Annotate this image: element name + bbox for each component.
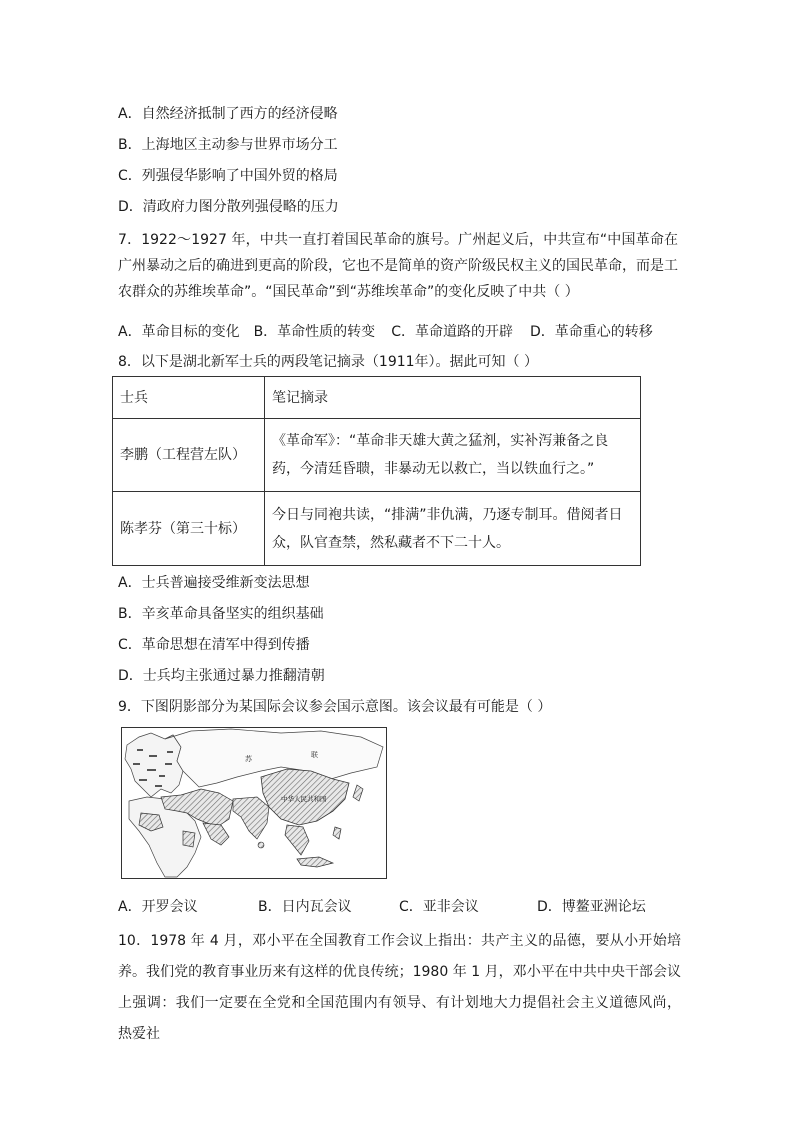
q9-options [118, 897, 646, 917]
q7-option-d: D．革命重心的转移 [529, 324, 653, 340]
q8-stem: 8．以下是湖北新军士兵的两段笔记摘录（1911年）。据此可知（ ） [118, 354, 538, 370]
q8-option-b: B．辛亥革命具备坚实的组织基础 [118, 606, 324, 622]
map-label-ussr-2: 联 [311, 751, 318, 759]
q6-option-a: A．自然经济抵制了西方的经济侵略 [118, 106, 338, 122]
note-cell: 今日与同袍共读，“排满”非仇满，乃逐专制耳。借阅者日众，队官查禁，然私藏者不下二十人。 [265, 492, 641, 566]
q7-option-a: A．革命目标的变化 [118, 324, 240, 340]
map-label-ussr-1: 苏 [245, 755, 252, 763]
q8-notes-table [112, 376, 641, 566]
table-header-row [113, 377, 641, 419]
q6-option-c: C．列强侵华影响了中国外贸的格局 [118, 168, 338, 184]
q6-option-b: B．上海地区主动参与世界市场分工 [118, 137, 338, 153]
table-row [113, 419, 641, 492]
q8-option-c: C．革命思想在清军中得到传播 [118, 637, 310, 653]
q7-stem: 7．1922～1927 年，中共一直打着国民革命的旗号。广州起义后，中共宣布“中国革命在广州暴动之后的确进到更高的阶段，它也不是简单的资产阶级民权主义的国民革命，而是工农群众的苏维埃革命”。“国民革命”到“苏维埃革命”的变化反映了中共（ ） [118, 232, 678, 300]
q7-option-b: B．革命性质的转变 [253, 324, 376, 340]
table-row [113, 492, 641, 566]
conference-map [121, 727, 387, 879]
q10-stem: 10．1978 年 4 月，邓小平在全国教育工作会议上指出：共产主义的品德，要从小开始培养。我们党的教育事业历来有这样的优良传统；1980 年 1 月，邓小平在中共中央干部会议上强调：我们一定要在全党和全国范围内有领导、有计划地大力提倡社会主义道德风尚， 热爱社 [118, 933, 681, 1042]
map-label-china: 中华人民共和国 [281, 795, 327, 803]
q9-option-c: C．亚非会议 [399, 899, 479, 915]
map-svg [121, 727, 387, 879]
q8-option-d: D．士兵均主张通过暴力推翻清朝 [118, 668, 325, 684]
table-header-notes: 笔记摘录 [265, 377, 641, 419]
q8-option-a: A．士兵普遍接受维新变法思想 [118, 575, 310, 591]
q9-option-a: A．开罗会议 [118, 899, 198, 915]
table-header-soldier: 士兵 [113, 377, 265, 419]
q9-option-b: B．日内瓦会议 [258, 899, 352, 915]
q9-stem: 9．下图阴影部分为某国际会议参会国示意图。该会议最有可能是（ ） [118, 699, 552, 715]
q7-option-c: C．革命道路的开辟 [391, 324, 513, 340]
sri-lanka-shaded [258, 842, 264, 848]
q9-option-d: D．博鳌亚洲论坛 [537, 899, 646, 915]
east-africa-shaded [183, 831, 195, 847]
note-cell: 《革命军》：“革命非天雄大黄之猛剂，实补泻兼备之良药，今清廷昏聩，非暴动无以救亡，当以铁血行之。” [265, 419, 641, 492]
q7-options [118, 322, 653, 342]
soldier-cell: 李鹏（工程营左队） [113, 419, 265, 492]
soldier-cell: 陈孝芬（第三十标） [113, 492, 265, 566]
q6-option-d: D．清政府力图分散列强侵略的压力 [118, 199, 339, 215]
